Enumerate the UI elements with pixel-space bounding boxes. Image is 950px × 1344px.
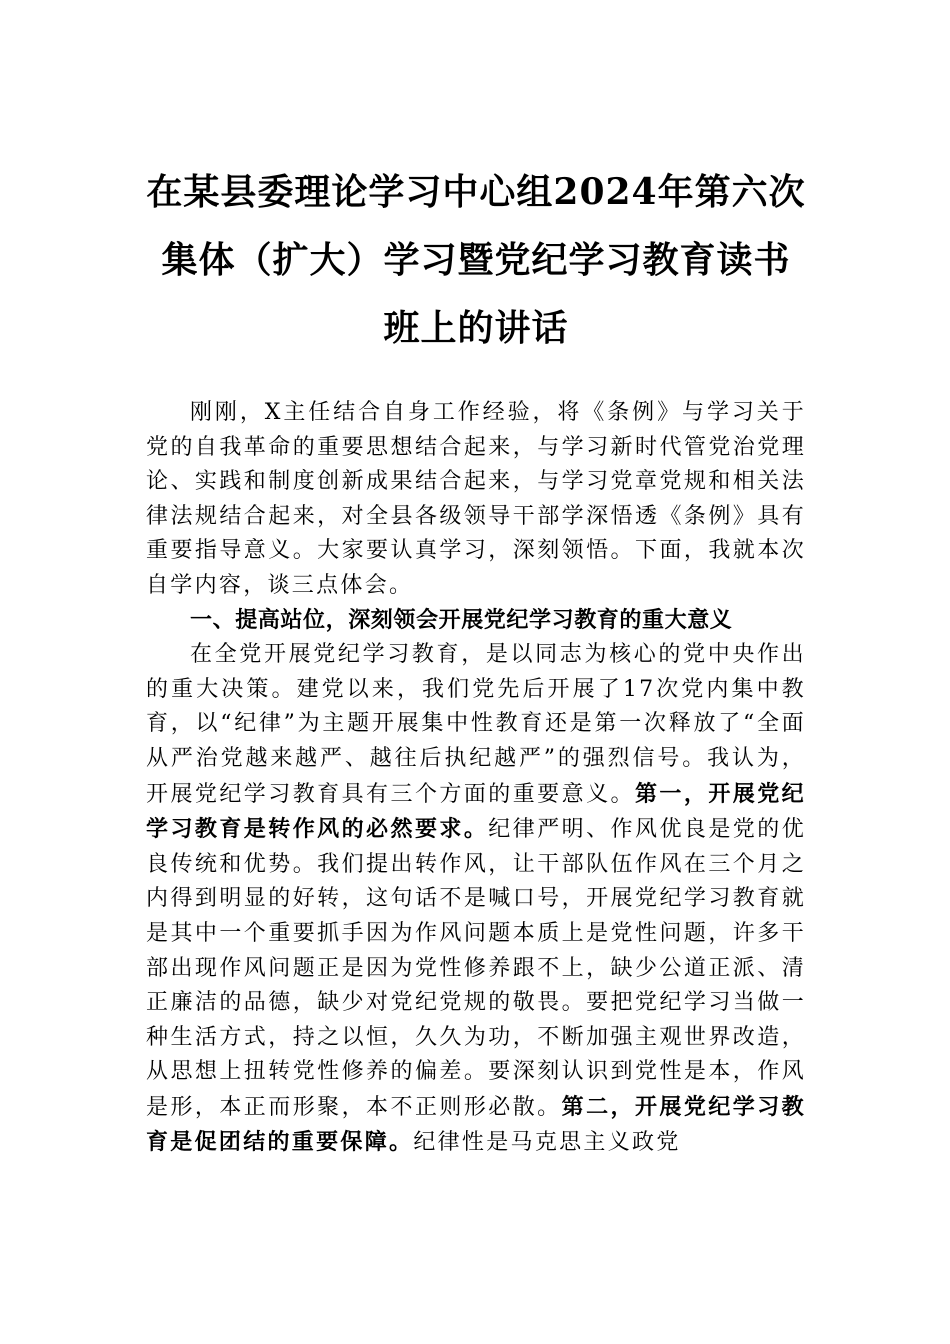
key-point-second: 第二，开展党纪学习教育是促团结的重要保障。 <box>146 1093 806 1156</box>
body-text-part: 纪律严明、作风优良是党的优良传统和优势。我们提出转作风，让干部队伍作风在三个月之内得到明显的好转，这句话不是喊口号，开展党纪学习教育就是其中一个重要抓手因为作风问题本质上是党性问题，许多干部出现作风问题正是因为党性修养跟不上，缺少公道正派、清正廉洁的品德，缺少对党纪党规的敬畏。要把党纪学习当做一种生活方式，持之以恒，久久为功，不断加强主观世界改造，从思想上扭转党性修养的偏差。要深刻认识到党性是本，作风是形，本正而形聚，本不正则形必散。 <box>146 817 806 1120</box>
document-title: 在某县委理论学习中心组2024年第六次集体（扩大）学习暨党纪学习教育读书班上的讲话 <box>146 171 806 349</box>
key-point-first: 第一，开展党纪学习教育是转作风的必然要求。 <box>146 780 806 843</box>
body-paragraph <box>146 638 806 1161</box>
intro-paragraph: 刚刚，X主任结合自身工作经验，将《条例》与学习关于党的自我革命的重要思想结合起来，与学习新时代管党治党理论、实践和制度创新成果结合起来，与学习党章党规和相关法律法规结合起来，对全县各级领导干部学深悟透《条例》具有重要指导意义。大家要认真学习，深刻领悟。下面，我就本次自学内容，谈三点体会。 <box>146 400 806 598</box>
body-text-part: 在全党开展党纪学习教育，是以同志为核心的党中央作出的重大决策。建党以来，我们党先后开展了17次党内集中教育，以“纪律”为主题开展集中性教育还是第一次释放了“全面从严治党越来越严、越往后执纪越严”的强烈信号。我认为，开展党纪学习教育具有三个方面的重要意义。 <box>146 642 806 807</box>
section-heading: 一、提高站位，深刻领会开展党纪学习教育的重大意义 <box>190 607 733 633</box>
body-text-part: 纪律性是马克思主义政党 <box>413 1130 681 1156</box>
